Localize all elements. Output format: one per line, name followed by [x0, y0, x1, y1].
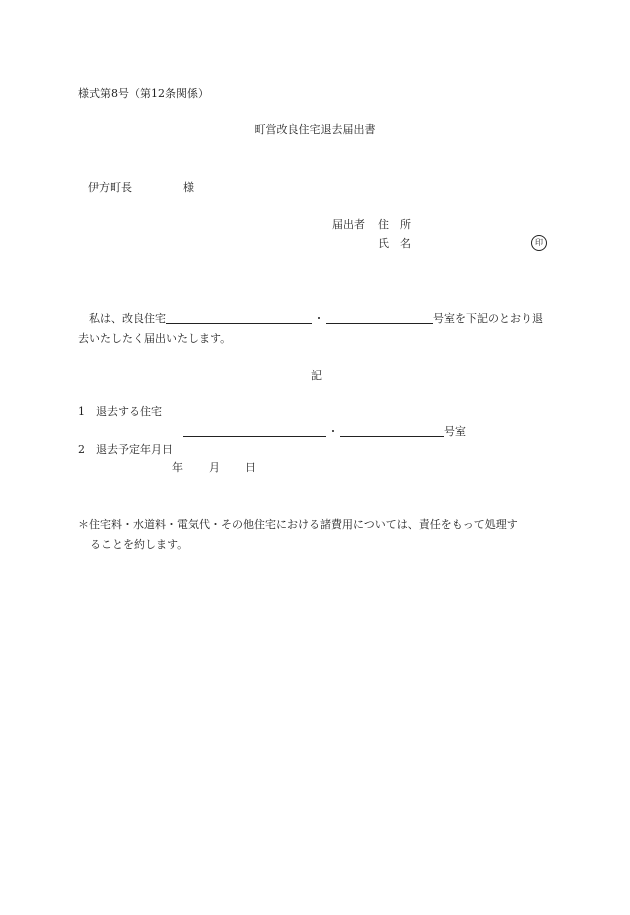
title-text: 町営改良住宅退去届出書: [254, 123, 376, 136]
housing-name-blank[interactable]: [166, 311, 312, 324]
room-number-blank[interactable]: [326, 311, 433, 324]
applicant-label: 届出者: [332, 218, 365, 231]
date-year-label: 年: [172, 461, 183, 474]
item-1-label: 退去する住宅: [96, 405, 162, 418]
seal-icon: 印: [531, 235, 547, 251]
note-line-1: ＊住宅料・水道料・電気代・その他住宅における諸費用については、責任をもって処理す: [78, 518, 518, 531]
document-title: [0, 123, 630, 136]
date-month-label: 月: [209, 461, 220, 474]
body-intro: 私は、改良住宅: [89, 312, 166, 325]
item-1-room-blank[interactable]: [340, 424, 444, 437]
note-line-2: ることを約します。: [90, 538, 189, 551]
item-1-dot: ・: [327, 425, 339, 438]
item-2-number: 2: [78, 443, 85, 456]
item-1-suffix: 号室: [444, 425, 466, 438]
item-1-number: 1: [78, 405, 85, 418]
form-number: 様式第8号（第12条関係）: [78, 87, 209, 100]
body-continuation: 去いたしたく届出いたします。: [78, 332, 232, 345]
item-2-label: 退去予定年月日: [96, 443, 173, 456]
address-label: 住 所: [378, 218, 411, 231]
addressee-honorific: 様: [183, 181, 194, 194]
ki-heading: 記: [311, 369, 322, 382]
date-day-label: 日: [245, 461, 256, 474]
name-label: 氏 名: [378, 237, 411, 250]
item-1-fields: [183, 424, 466, 438]
addressee-name: 伊方町長: [88, 181, 132, 194]
seal-mark: [531, 235, 547, 251]
item-1-housing-blank[interactable]: [183, 424, 326, 437]
body-paragraph: [78, 309, 556, 349]
body-dot: ・: [313, 312, 325, 325]
body-room-suffix: 号室を下記のとおり退: [433, 312, 543, 325]
